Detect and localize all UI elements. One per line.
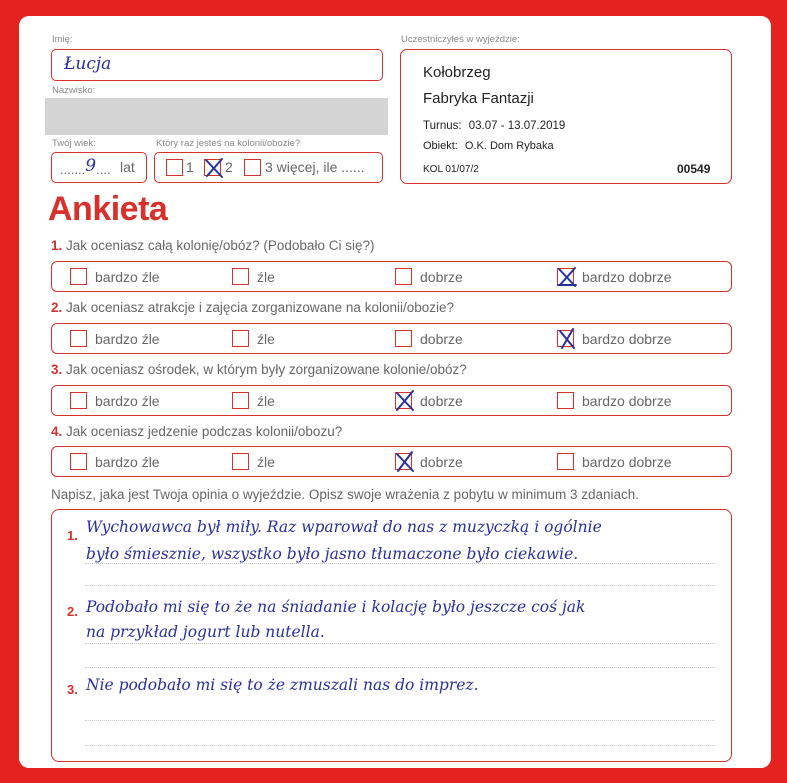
question-number: 2. (51, 300, 63, 315)
name-value: Łucja (64, 54, 112, 74)
opinion-prompt: Napisz, jaka jest Twoja opinia o wyjeździe. Opisz swoje wrażenia z pobytu w minimum 3 zdaniach. (51, 487, 640, 502)
which-time-label: Który raz jesteś na kolonii/obozie? (156, 138, 301, 149)
answer-2-line-2: na przykład jogurt lub nutella. (86, 623, 325, 641)
rating-1-checkbox-4[interactable] (557, 268, 574, 285)
rating-2-checkbox-2[interactable] (232, 330, 249, 347)
age-unit: lat (120, 159, 135, 175)
answer-2-line-1: Podobało mi się to że na śniadanie i kolację było jeszcze coś jak (86, 598, 586, 616)
question-2 (51, 300, 454, 315)
rating-option-label: źle (257, 269, 275, 285)
answer-1-line-2: było śmiesznie, wszystko było jasno tłumaczone było ciekawie. (86, 545, 579, 563)
rating-3-checkbox-4[interactable] (557, 392, 574, 409)
check-mark-icon (394, 451, 416, 473)
question-text: Jak oceniasz atrakcje i zajęcia zorganizowane na kolonii/obozie? (66, 300, 455, 315)
rating-4-checkbox-3[interactable] (395, 453, 412, 470)
survey-title: Ankieta (48, 190, 168, 228)
object-label: Obiekt: (423, 140, 458, 152)
check-mark-icon (556, 328, 578, 350)
turnus-value: 03.07 - 13.07.2019 (468, 120, 566, 132)
rating-option-label: dobrze (420, 269, 463, 285)
rating-3-checkbox-3[interactable] (395, 392, 412, 409)
question-text: Jak oceniasz ośrodek, w którym były zorganizowane kolonie/obóz? (66, 362, 467, 377)
writing-line (85, 667, 715, 668)
surname-redacted (45, 98, 388, 135)
times-checkbox-3[interactable] (244, 159, 261, 176)
rating-option-label: dobrze (420, 454, 463, 470)
question-1 (51, 238, 374, 253)
turnus-label: Turnus: (423, 120, 462, 132)
surname-label: Nazwisko: (52, 85, 96, 96)
rating-option-label: bardzo źle (95, 269, 160, 285)
writing-line (85, 585, 715, 586)
age-field[interactable] (51, 152, 147, 183)
question-number: 4. (51, 424, 63, 439)
answer-number: 1. (67, 528, 78, 543)
rating-option-label: bardzo dobrze (582, 454, 672, 470)
rating-option-label: bardzo źle (95, 331, 160, 347)
object-value: O.K. Dom Rybaka (464, 140, 554, 152)
age-dots-after: .... (96, 162, 111, 177)
writing-line (85, 563, 715, 564)
writing-line (85, 745, 715, 746)
answer-number: 2. (67, 604, 78, 619)
rating-4-checkbox-2[interactable] (232, 453, 249, 470)
rating-option-label: bardzo dobrze (582, 269, 672, 285)
trip-organizer: Fabryka Fantazji (423, 90, 534, 107)
question-number: 1. (51, 238, 63, 253)
rating-option-label: bardzo dobrze (582, 331, 672, 347)
writing-line (85, 643, 715, 644)
age-value: 9 (85, 156, 97, 176)
rating-option-label: bardzo dobrze (582, 393, 672, 409)
answer-1-line-1: Wychowawca był miły. Raz wparował do nas z muzyczką i ogólnie (86, 518, 602, 536)
participated-label: Uczestniczyłeś w wyjeździe: (401, 34, 520, 45)
question-text: Jak oceniasz jedzenie podczas kolonii/obozu? (66, 424, 343, 439)
rating-2-checkbox-1[interactable] (70, 330, 87, 347)
rating-3-checkbox-1[interactable] (70, 392, 87, 409)
trip-number: 00549 (677, 162, 711, 176)
times-option-3: 3 więcej, ile ...... (265, 159, 365, 175)
rating-option-label: źle (257, 331, 275, 347)
rating-option-label: bardzo źle (95, 454, 160, 470)
answer-3-line-1: Nie podobało mi się to że zmuszali nas do imprez. (86, 676, 479, 694)
rating-3-checkbox-2[interactable] (232, 392, 249, 409)
trip-code: KOL 01/07/2 (423, 164, 479, 175)
check-mark-icon (556, 266, 578, 288)
times-checkbox-2[interactable] (204, 159, 221, 176)
rating-1-checkbox-2[interactable] (232, 268, 249, 285)
rating-option-label: źle (257, 454, 275, 470)
rating-option-label: dobrze (420, 331, 463, 347)
times-option-2: 2 (225, 159, 233, 175)
times-option-1: 1 (186, 159, 194, 175)
rating-4-checkbox-1[interactable] (70, 453, 87, 470)
question-4 (51, 424, 342, 439)
rating-1-checkbox-1[interactable] (70, 268, 87, 285)
rating-2-checkbox-4[interactable] (557, 330, 574, 347)
answer-number: 3. (67, 682, 78, 697)
times-checkbox-1[interactable] (166, 159, 183, 176)
trip-info-box (400, 49, 732, 184)
rating-option-label: źle (257, 393, 275, 409)
name-field[interactable] (51, 49, 383, 81)
rating-option-label: bardzo źle (95, 393, 160, 409)
trip-city: Kołobrzeg (423, 64, 491, 81)
writing-line (85, 720, 715, 721)
check-mark-icon (203, 157, 225, 179)
rating-option-label: dobrze (420, 393, 463, 409)
rating-2-checkbox-3[interactable] (395, 330, 412, 347)
age-dots-before: ....... (60, 162, 86, 177)
question-3 (51, 362, 467, 377)
question-text: Jak oceniasz całą kolonię/obóz? (Podobało Ci się?) (66, 238, 375, 253)
check-mark-icon (394, 390, 416, 412)
age-label: Twój wiek: (52, 138, 96, 149)
question-number: 3. (51, 362, 63, 377)
rating-4-checkbox-4[interactable] (557, 453, 574, 470)
rating-1-checkbox-3[interactable] (395, 268, 412, 285)
name-label: Imię: (52, 34, 73, 45)
